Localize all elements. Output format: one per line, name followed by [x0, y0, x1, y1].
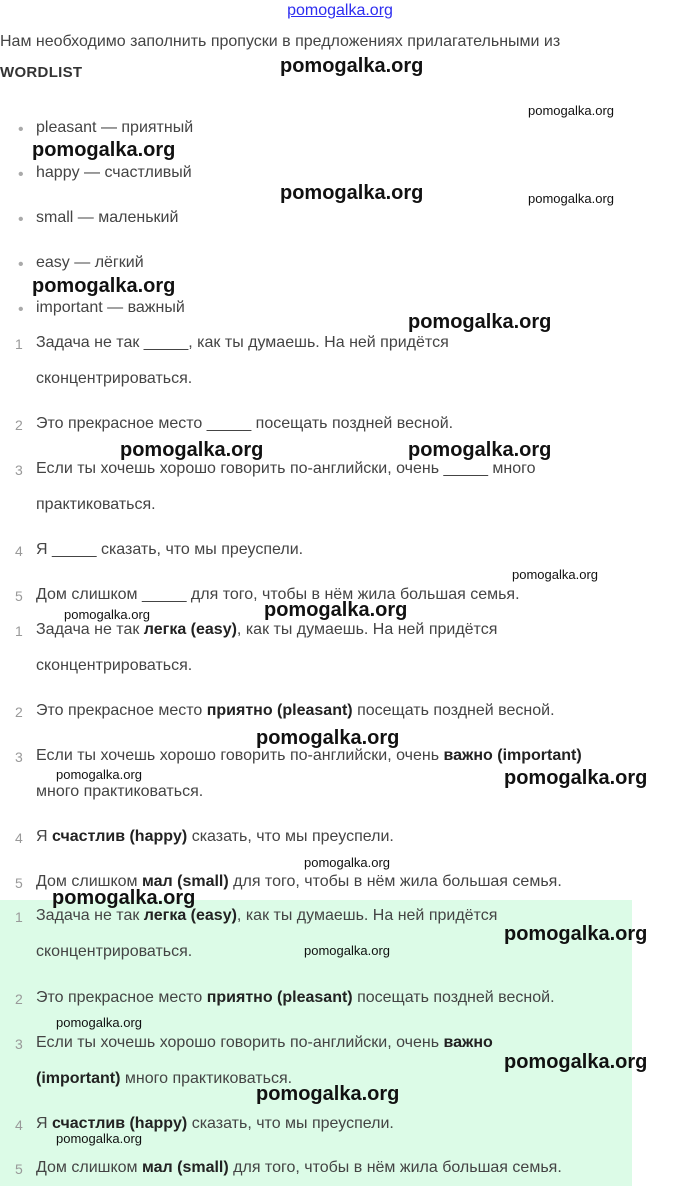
answer-word: приятно (pleasant) [206, 702, 353, 719]
watermark: pomogalka.org [408, 311, 552, 333]
answer-word: мал (small) [142, 1159, 229, 1176]
item-number: 2 [15, 704, 23, 720]
bullet-icon: • [18, 211, 24, 228]
bullet-icon: • [18, 301, 24, 318]
answer-sentence-cont: сконцентрироваться. [36, 943, 193, 960]
item-number: 3 [15, 462, 23, 478]
watermark: pomogalka.org [52, 887, 196, 909]
watermark: pomogalka.org [256, 727, 400, 749]
watermark: pomogalka.org [256, 1083, 400, 1105]
answer-sentence-cont: много практиковаться. [36, 783, 204, 800]
watermark: pomogalka.org [56, 767, 142, 782]
bullet-icon: • [18, 121, 24, 138]
answer-sentence: Дом слишком мал (small) для того, чтобы в нём жила большая семья. [36, 1159, 562, 1176]
watermark: pomogalka.org [512, 567, 598, 582]
answer-word: легка (easy) [143, 621, 237, 638]
watermark: pomogalka.org [504, 923, 648, 945]
answer-word: важно (important) [443, 747, 582, 764]
intro-text: Нам необходимо заполнить пропуски в предложениях прилагательными из [0, 33, 561, 50]
watermark: pomogalka.org [304, 855, 390, 870]
watermark: pomogalka.org [304, 943, 390, 958]
exercise-sentence-cont: сконцентрироваться. [36, 370, 193, 387]
watermark: pomogalka.org [528, 191, 614, 206]
list-item: pleasant — приятный [36, 119, 194, 136]
bullet-icon: • [18, 166, 24, 183]
answer-sentence: Дом слишком мал (small) для того, чтобы в нём жила большая семья. [36, 873, 562, 890]
item-number: 5 [15, 875, 23, 891]
watermark: pomogalka.org [120, 439, 264, 461]
watermark: pomogalka.org [32, 139, 176, 161]
item-number: 2 [15, 417, 23, 433]
watermark: pomogalka.org [528, 103, 614, 118]
item-number: 5 [15, 1161, 23, 1177]
item-number: 3 [15, 1036, 23, 1052]
watermark: pomogalka.org [504, 767, 648, 789]
answer-word: счастлив (happy) [52, 1115, 188, 1132]
site-link[interactable]: pomogalka.org [287, 2, 393, 19]
item-number: 4 [15, 830, 23, 846]
answer-sentence-cont: сконцентрироваться. [36, 657, 193, 674]
watermark: pomogalka.org [280, 55, 424, 77]
watermark: pomogalka.org [280, 182, 424, 204]
exercise-sentence: Я _____ сказать, что мы преуспели. [36, 541, 304, 558]
item-number: 4 [15, 543, 23, 559]
exercise-sentence: Это прекрасное место _____ посещать поздней весной. [36, 415, 454, 432]
wordlist-label: WORDLIST [0, 64, 83, 81]
item-number: 1 [15, 336, 23, 352]
item-number: 1 [15, 909, 23, 925]
answer-word: легка (easy) [143, 907, 237, 924]
answer-sentence: Задача не так легка (easy), как ты думаешь. На ней придётся [36, 621, 498, 638]
answer-sentence: Задача не так легка (easy), как ты думаешь. На ней придётся [36, 907, 498, 924]
answer-sentence: Это прекрасное место приятно (pleasant) посещать поздней весной. [36, 989, 555, 1006]
answer-word: (important) [36, 1070, 121, 1087]
list-item: easy — лёгкий [36, 254, 144, 271]
watermark: pomogalka.org [56, 1131, 142, 1146]
item-number: 2 [15, 991, 23, 1007]
watermark: pomogalka.org [408, 439, 552, 461]
answer-sentence: Если ты хочешь хорошо говорить по-английски, очень важно (important) [36, 747, 582, 764]
answer-sentence: Это прекрасное место приятно (pleasant) посещать поздней весной. [36, 702, 555, 719]
watermark: pomogalka.org [264, 599, 408, 621]
list-item: important — важный [36, 299, 185, 316]
answer-word: приятно (pleasant) [206, 989, 353, 1006]
list-item: small — маленький [36, 209, 179, 226]
item-number: 1 [15, 623, 23, 639]
exercise-sentence: Задача не так _____, как ты думаешь. На ней придётся [36, 334, 449, 351]
watermark: pomogalka.org [504, 1051, 648, 1073]
list-item: happy — счастливый [36, 164, 192, 181]
answer-word: счастлив (happy) [52, 828, 188, 845]
watermark: pomogalka.org [56, 1015, 142, 1030]
item-number: 4 [15, 1117, 23, 1133]
answer-sentence: Я счастлив (happy) сказать, что мы преуспели. [36, 1115, 394, 1132]
answer-word: мал (small) [142, 873, 229, 890]
answer-sentence: Я счастлив (happy) сказать, что мы преуспели. [36, 828, 394, 845]
answer-word: важно [443, 1034, 493, 1051]
exercise-sentence-cont: практиковаться. [36, 496, 156, 513]
watermark: pomogalka.org [32, 275, 176, 297]
item-number: 5 [15, 588, 23, 604]
exercise-sentence: Если ты хочешь хорошо говорить по-английски, очень _____ много [36, 460, 536, 477]
answer-sentence-cont: (important) много практиковаться. [36, 1070, 293, 1087]
item-number: 3 [15, 749, 23, 765]
watermark: pomogalka.org [64, 607, 150, 622]
answer-sentence: Если ты хочешь хорошо говорить по-английски, очень важно [36, 1034, 493, 1051]
bullet-icon: • [18, 256, 24, 273]
exercise-sentence: Дом слишком _____ для того, чтобы в нём жила большая семья. [36, 586, 520, 603]
